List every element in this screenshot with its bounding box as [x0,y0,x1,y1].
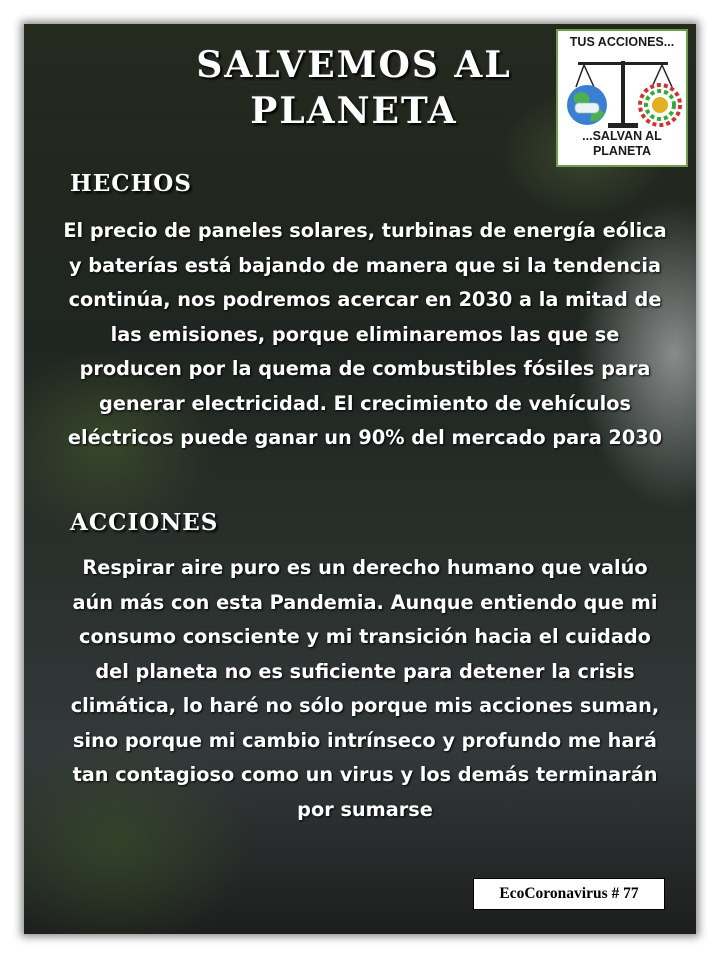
logo-bottom-line-1: ...SALVAN AL [582,129,662,143]
logo-illustration [564,53,682,133]
poster-frame [24,24,696,934]
page-title [184,42,524,134]
acciones-text: Respirar aire puro es un derecho humano que valúo aún más con esta Pandemia. Aunque entiendo que mi consumo consciente y mi transición hacia el cuidado del planeta no es suficiente para detener la crisis climática, lo haré no sólo porque mis acciones suman, sino porque mi cambio intrínseco y profundo me hará tan contagioso como un virus y los demás terminarán por sumarse [70,556,660,821]
campaign-logo [556,29,688,167]
people-circle-icon [640,85,680,125]
title-line-2: PLANETA [250,90,458,132]
logo-bottom-text [558,129,686,159]
logo-top-text: TUS ACCIONES... [569,35,675,49]
hechos-heading: HECHOS [70,170,192,197]
earth-with-mask-icon [567,85,607,125]
hechos-text: El precio de paneles solares, turbinas de energía eólica y baterías está bajando de manera que si la tendencia continúa, nos podremos acercar en 2030 a la mitad de las emisiones, porque eliminaremos las que se producen por la quema de combustibles fósiles para generar electricidad. El crecimiento de vehículos eléctricos puede ganar un 90% del mercado para 2030 [63,219,667,449]
acciones-heading: ACCIONES [70,509,219,536]
issue-badge: EcoCoronavirus # 77 [473,878,665,910]
title-line-1: SALVEMOS AL [196,44,512,86]
logo-bottom-line-2: PLANETA [592,144,652,158]
